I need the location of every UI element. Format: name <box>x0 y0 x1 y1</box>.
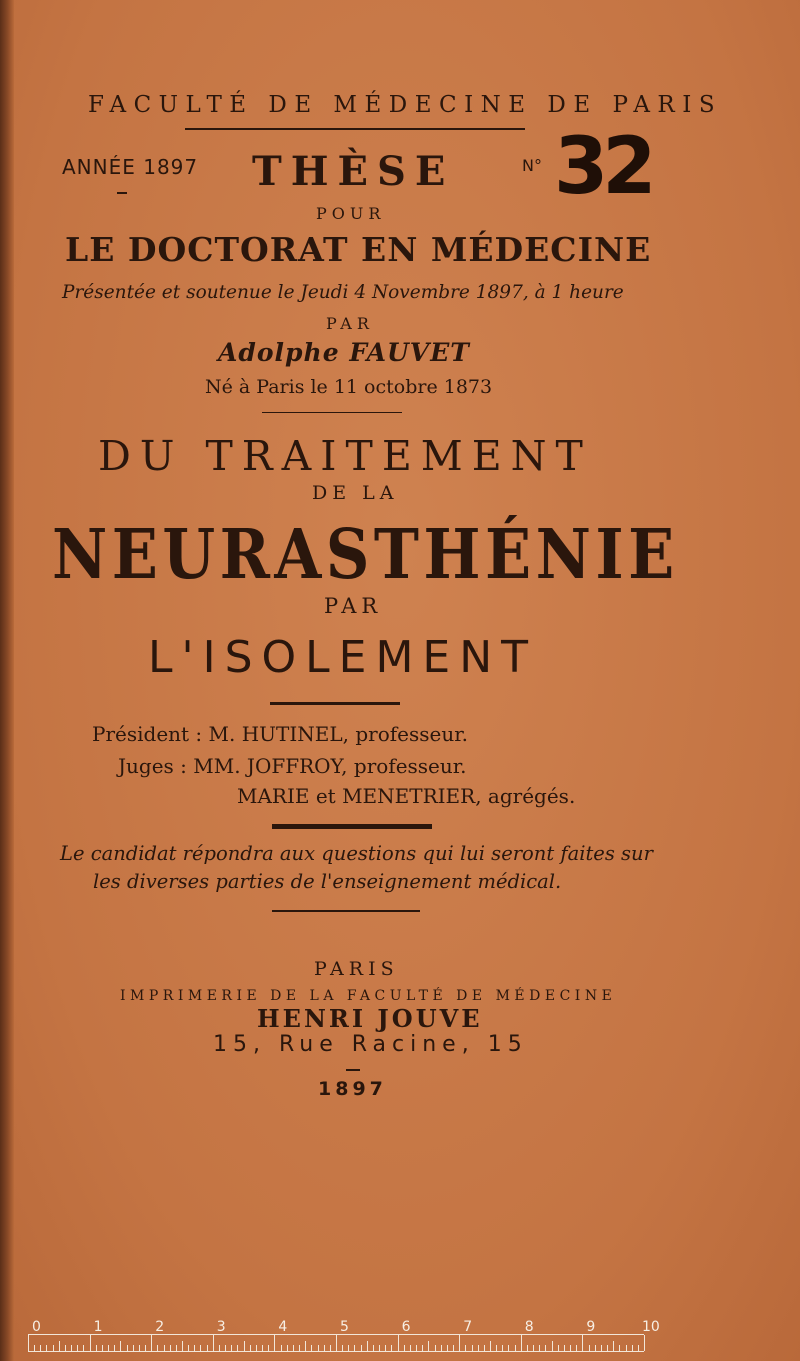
notice-line-2: les diverses parties de l'enseignement médical. <box>93 870 562 893</box>
ruler-tick <box>570 1345 571 1351</box>
ruler-tick <box>256 1345 257 1351</box>
ruler-tick <box>194 1345 195 1351</box>
ruler-tick <box>490 1341 491 1351</box>
ruler-tick <box>250 1345 251 1351</box>
ruler-tick <box>102 1345 103 1351</box>
ruler-tick <box>77 1345 78 1351</box>
ruler-tick <box>385 1345 386 1351</box>
ruler-label: 4 <box>278 1319 288 1335</box>
ruler-tick <box>225 1345 226 1351</box>
faculty-heading: FACULTÉ DE MÉDECINE DE PARIS <box>88 92 723 118</box>
ruler-tick <box>53 1345 54 1351</box>
ruler-tick <box>287 1345 288 1351</box>
ruler-tick <box>453 1345 454 1351</box>
ruler-tick <box>83 1345 84 1351</box>
divider-rule <box>346 1069 360 1071</box>
these-heading: THÈSE <box>252 148 455 195</box>
ruler-tick <box>515 1345 516 1351</box>
degree-title: LE DOCTORAT EN MÉDECINE <box>65 230 652 269</box>
ruler-tick <box>496 1345 497 1351</box>
ruler-tick <box>114 1345 115 1351</box>
ruler-tick <box>564 1345 565 1351</box>
ruler-tick <box>441 1345 442 1351</box>
divider-rule <box>270 702 400 705</box>
ruler-tick <box>34 1345 35 1351</box>
ruler-tick <box>170 1345 171 1351</box>
ruler-tick <box>416 1345 417 1351</box>
title-line-2: DE LA <box>312 482 399 504</box>
ruler-tick <box>262 1345 263 1351</box>
ruler-tick <box>281 1345 282 1351</box>
ruler-tick <box>601 1345 602 1351</box>
ruler-tick <box>139 1345 140 1351</box>
ruler-label: 2 <box>155 1319 165 1335</box>
ruler-tick <box>65 1345 66 1351</box>
ruler-tick <box>558 1345 559 1351</box>
ruler-tick <box>151 1335 152 1351</box>
ruler-tick <box>626 1345 627 1351</box>
ruler-label: 9 <box>586 1319 596 1335</box>
ruler-tick <box>354 1345 355 1351</box>
title-line-5: L'ISOLEMENT <box>148 632 538 683</box>
ruler-tick <box>219 1345 220 1351</box>
ruler-tick <box>274 1335 275 1351</box>
ruler-tick <box>472 1345 473 1351</box>
imprint-date: 1897 <box>318 1078 387 1100</box>
ruler-tick <box>404 1345 405 1351</box>
ruler-tick <box>318 1345 319 1351</box>
ruler-tick <box>613 1341 614 1351</box>
ruler-tick <box>268 1345 269 1351</box>
jury-judges: Juges : MM. JOFFROY, professeur. <box>118 754 467 778</box>
ruler-tick <box>59 1341 60 1351</box>
imprint-city: PARIS <box>314 958 399 980</box>
ruler-tick <box>299 1345 300 1351</box>
ruler-tick <box>293 1345 294 1351</box>
imprint-publisher: HENRI JOUVE <box>257 1004 483 1033</box>
ruler-tick <box>576 1345 577 1351</box>
ruler-tick <box>305 1341 306 1351</box>
ruler-tick <box>330 1345 331 1351</box>
ruler-tick <box>157 1345 158 1351</box>
notice-line-1: Le candidat répondra aux questions qui lui seront faites sur <box>60 842 653 865</box>
header-rule <box>185 128 525 130</box>
ruler-tick <box>46 1345 47 1351</box>
ruler-tick <box>459 1335 460 1351</box>
ruler-tick <box>527 1345 528 1351</box>
ruler-tick <box>367 1341 368 1351</box>
ruler-label: 8 <box>524 1319 534 1335</box>
title-main-word: NEURASTHÉNIE <box>52 515 679 595</box>
ruler-label: 10 <box>642 1319 660 1335</box>
ruler-tick <box>607 1345 608 1351</box>
ruler-tick <box>120 1341 121 1351</box>
ruler-tick <box>582 1335 583 1351</box>
ruler-tick <box>182 1341 183 1351</box>
ruler-label: 3 <box>216 1319 226 1335</box>
ruler-tick <box>40 1345 41 1351</box>
ruler-tick <box>244 1341 245 1351</box>
ruler-label: 5 <box>340 1319 349 1335</box>
ruler-tick <box>348 1345 349 1351</box>
year-dash <box>117 192 127 194</box>
year-label: ANNÉE 1897 <box>62 155 199 179</box>
ruler-tick <box>373 1345 374 1351</box>
ruler-tick <box>632 1345 633 1351</box>
ruler-label: 7 <box>463 1319 473 1335</box>
ruler-tick <box>379 1345 380 1351</box>
divider-rule <box>262 412 402 413</box>
ruler-tick <box>619 1345 620 1351</box>
ruler-tick <box>595 1345 596 1351</box>
ruler-tick <box>127 1345 128 1351</box>
book-binding-edge <box>0 0 14 1361</box>
ruler-tick <box>207 1345 208 1351</box>
ruler-tick <box>108 1345 109 1351</box>
ruler-tick <box>391 1345 392 1351</box>
ruler-tick <box>213 1335 214 1351</box>
ruler-tick <box>644 1335 645 1351</box>
number-label: N° <box>522 156 542 175</box>
ruler-tick <box>361 1345 362 1351</box>
divider-rule <box>272 910 420 912</box>
ruler-tick <box>133 1345 134 1351</box>
ruler-tick <box>638 1345 639 1351</box>
ruler-tick <box>342 1345 343 1351</box>
ruler-tick <box>589 1345 590 1351</box>
ruler-tick <box>71 1345 72 1351</box>
ruler-label: 0 <box>32 1319 41 1335</box>
jury-president: Président : M. HUTINEL, professeur. <box>92 722 468 746</box>
title-line-1: DU TRAITEMENT <box>98 432 592 480</box>
jury-assistants: MARIE et MENETRIER, agrégés. <box>237 784 576 808</box>
imprint-address: 15, Rue Racine, 15 <box>213 1032 528 1057</box>
ruler-tick <box>539 1345 540 1351</box>
ruler-tick <box>90 1335 91 1351</box>
ruler-tick <box>552 1341 553 1351</box>
ruler-label: 1 <box>93 1319 103 1335</box>
ruler-tick <box>428 1341 429 1351</box>
ruler-tick <box>545 1345 546 1351</box>
ruler-tick <box>237 1345 238 1351</box>
ruler-tick <box>465 1345 466 1351</box>
ruler-tick <box>478 1345 479 1351</box>
ruler-tick <box>164 1345 165 1351</box>
ruler-tick <box>484 1345 485 1351</box>
ruler-tick <box>422 1345 423 1351</box>
ruler-tick <box>28 1335 29 1351</box>
ruler-tick <box>200 1345 201 1351</box>
thesis-number: 32 <box>554 122 651 212</box>
ruler-tick <box>96 1345 97 1351</box>
ruler-tick <box>145 1345 146 1351</box>
ruler-tick <box>410 1345 411 1351</box>
imprint-printer: IMPRIMERIE DE LA FACULTÉ DE MÉDECINE <box>120 988 617 1004</box>
ruler-tick <box>435 1345 436 1351</box>
ruler-tick <box>176 1345 177 1351</box>
author-birth: Né à Paris le 11 octobre 1873 <box>205 376 493 398</box>
ruler-tick <box>398 1335 399 1351</box>
pour-label: POUR <box>316 204 386 223</box>
ruler-tick <box>311 1345 312 1351</box>
author-name: Adolphe FAUVET <box>218 338 470 367</box>
ruler-tick <box>502 1345 503 1351</box>
scale-ruler <box>28 1334 644 1352</box>
title-line-4: PAR <box>324 594 383 618</box>
ruler-label: 6 <box>401 1319 411 1335</box>
divider-rule <box>272 824 432 829</box>
ruler-tick <box>521 1335 522 1351</box>
ruler-tick <box>447 1345 448 1351</box>
par-label: PAR <box>326 314 374 333</box>
ruler-tick <box>324 1345 325 1351</box>
ruler-tick <box>508 1345 509 1351</box>
ruler-tick <box>231 1345 232 1351</box>
ruler-tick <box>188 1345 189 1351</box>
ruler-tick <box>336 1335 337 1351</box>
presentation-date: Présentée et soutenue le Jeudi 4 Novembre 1897, à 1 heure <box>62 282 624 303</box>
ruler-tick <box>533 1345 534 1351</box>
